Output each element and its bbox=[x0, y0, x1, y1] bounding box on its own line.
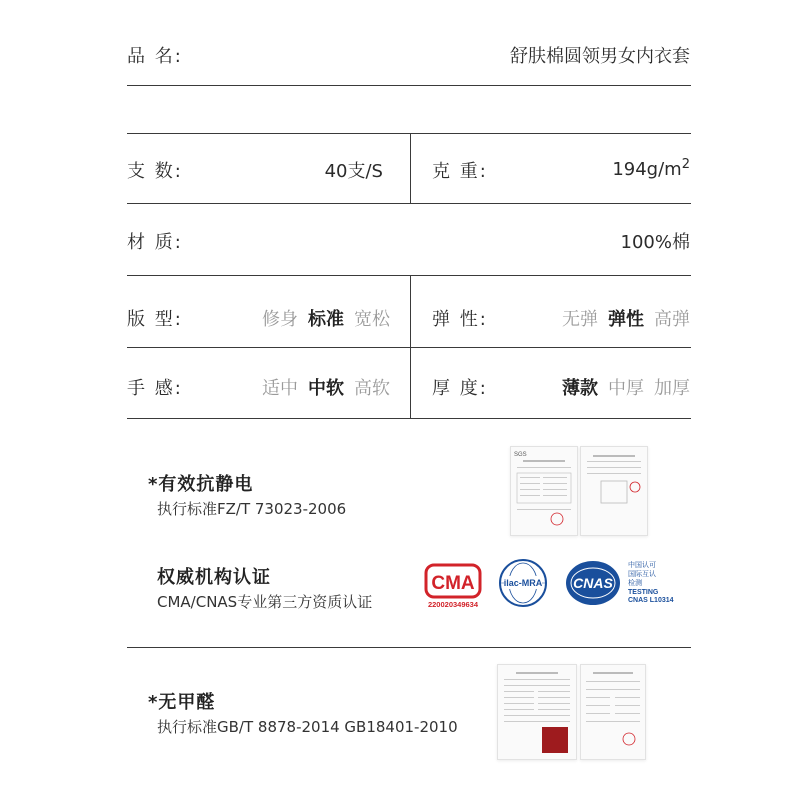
divider bbox=[127, 203, 691, 204]
material-value: 100%棉 bbox=[620, 232, 690, 253]
test-report-thumbnail bbox=[510, 446, 578, 536]
antistatic-subtitle: 执行标准FZ/T 73023-2006 bbox=[157, 500, 347, 518]
weight-superscript: 2 bbox=[681, 157, 690, 172]
elasticity-option: 无弹 bbox=[562, 309, 598, 330]
test-report-thumbnail bbox=[580, 446, 648, 536]
hand-feel-options bbox=[252, 374, 390, 400]
svg-text:SGS: SGS bbox=[514, 452, 527, 458]
fit-options bbox=[252, 305, 390, 331]
divider bbox=[127, 418, 691, 419]
ilac-mark: ilac-MRA bbox=[503, 578, 543, 588]
divider bbox=[127, 85, 691, 86]
authority-title: 权威机构认证 bbox=[157, 567, 271, 588]
cma-mark: CMA bbox=[431, 573, 475, 594]
weight-number: 194g/m bbox=[612, 159, 682, 180]
count-label: 支 数: bbox=[127, 161, 183, 182]
antistatic-title: *有效抗静电 bbox=[148, 474, 254, 495]
weight-label: 克 重: bbox=[432, 161, 488, 182]
formaldehyde-title: *无甲醛 bbox=[148, 692, 216, 713]
cnas-line: TESTING bbox=[628, 589, 659, 596]
hand-feel-label: 手 感: bbox=[127, 378, 183, 399]
thickness-options bbox=[552, 374, 690, 400]
fit-option: 标准 bbox=[308, 309, 344, 330]
fit-option: 宽松 bbox=[354, 309, 390, 330]
divider bbox=[127, 275, 691, 276]
test-report-thumbnail bbox=[497, 664, 577, 760]
divider bbox=[127, 647, 691, 648]
ilac-mra-logo bbox=[498, 558, 548, 608]
divider bbox=[127, 347, 691, 348]
fit-label: 版 型: bbox=[127, 309, 183, 330]
product-name-label: 品 名: bbox=[127, 46, 183, 67]
cnas-logo bbox=[564, 557, 694, 609]
cma-number: 220020349634 bbox=[427, 600, 479, 609]
count-value: 40支/S bbox=[324, 161, 383, 182]
hand-feel-option: 高软 bbox=[354, 378, 390, 399]
thickness-option: 薄款 bbox=[562, 378, 598, 399]
thickness-option: 中厚 bbox=[608, 378, 644, 399]
test-report-thumbnail bbox=[580, 664, 646, 760]
elasticity-options bbox=[552, 305, 690, 331]
cnas-line: 中国认可 bbox=[628, 561, 656, 569]
divider bbox=[127, 133, 691, 134]
product-name-value: 舒肤棉圆领男女内衣套 bbox=[510, 46, 690, 67]
column-divider bbox=[410, 133, 411, 203]
weight-value bbox=[612, 157, 690, 180]
fit-option: 修身 bbox=[262, 309, 298, 330]
elasticity-option: 弹性 bbox=[608, 309, 644, 330]
hand-feel-option: 中软 bbox=[308, 378, 344, 399]
material-label: 材 质: bbox=[127, 232, 183, 253]
formaldehyde-subtitle: 执行标准GB/T 8878-2014 GB18401-2010 bbox=[157, 718, 458, 736]
hand-feel-option: 适中 bbox=[262, 378, 298, 399]
cnas-line: 国际互认 bbox=[628, 570, 656, 578]
cnas-mark: CNAS bbox=[573, 575, 613, 591]
authority-subtitle: CMA/CNAS专业第三方资质认证 bbox=[157, 593, 373, 611]
thickness-option: 加厚 bbox=[654, 378, 690, 399]
elasticity-label: 弹 性: bbox=[432, 309, 488, 330]
cnas-line: CNAS L10314 bbox=[628, 597, 674, 604]
cma-logo bbox=[424, 561, 482, 609]
thickness-label: 厚 度: bbox=[432, 378, 488, 399]
elasticity-option: 高弹 bbox=[654, 309, 690, 330]
cnas-line: 检测 bbox=[628, 579, 642, 587]
